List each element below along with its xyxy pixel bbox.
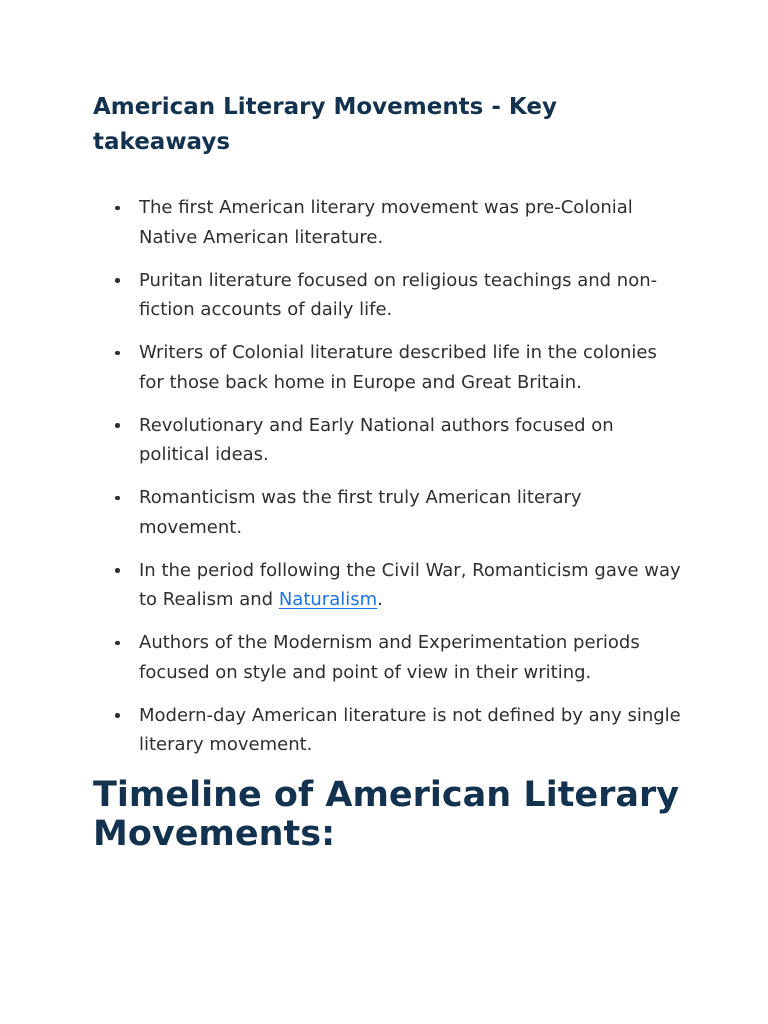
bullet-icon <box>115 568 120 573</box>
list-item <box>93 338 683 397</box>
timeline-heading: Timeline of American Literary Movements: <box>93 774 680 854</box>
bullet-icon <box>115 641 120 646</box>
list-item <box>93 411 683 470</box>
list-item-text: Authors of the Modernism and Experimentation periods focused on style and point of view in their writing. <box>139 632 640 683</box>
key-takeaways-list <box>93 193 683 760</box>
list-item-text: Romanticism was the first truly American literary movement. <box>139 487 582 538</box>
bullet-icon <box>115 206 120 211</box>
list-item-text: Writers of Colonial literature described life in the colonies for those back home in Europe and Great Britain. <box>139 342 657 393</box>
article-content <box>93 90 683 854</box>
list-item-text: Puritan literature focused on religious teachings and non-fiction accounts of daily life. <box>139 269 658 320</box>
list-item-text-after-link: . <box>377 589 383 610</box>
bullet-icon <box>115 278 120 283</box>
list-item <box>93 556 683 615</box>
list-item <box>93 193 683 252</box>
naturalism-link[interactable]: Naturalism <box>278 589 378 610</box>
list-item <box>93 701 683 760</box>
list-item <box>93 628 683 687</box>
bullet-icon <box>115 496 120 501</box>
bullet-icon <box>115 351 120 356</box>
list-item <box>93 483 683 542</box>
list-item-text: Revolutionary and Early National authors focused on political ideas. <box>139 414 614 465</box>
bullet-icon <box>115 713 120 718</box>
list-item-text: The first American literary movement was pre-Colonial Native American literature. <box>139 197 633 248</box>
list-item-text: Modern-day American literature is not defined by any single literary movement. <box>139 704 681 755</box>
bullet-icon <box>115 423 120 428</box>
list-item <box>93 266 683 325</box>
list-item-text-before-link: In the period following the Civil War, Romanticism gave way to Realism and <box>139 559 681 610</box>
key-takeaways-heading: American Literary Movements - Key takeaways <box>93 94 557 155</box>
